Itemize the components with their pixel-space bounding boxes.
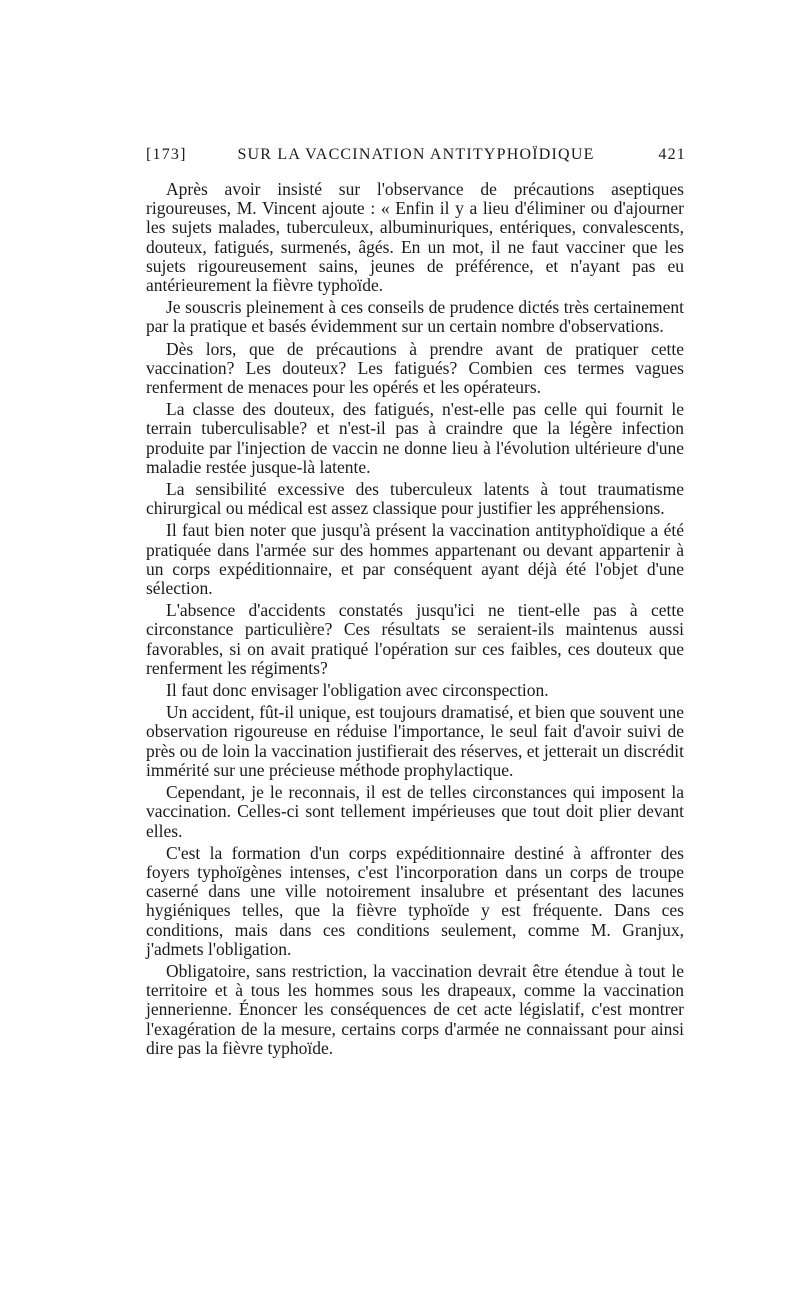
paragraph: C'est la formation d'un corps expéditionnaire destiné à affronter des foyers typhoïgènes intenses, c'est l'incorporation dans un corps de troupe caserné dans une ville notoirement insalubre et présentant des lacunes hygiéniques telles, que la fièvre typhoïde y est fréquente. Dans ces conditions, mais dans ces conditions seulement, comme M. Granjux, j'admets l'obligation. [146,842,684,959]
paragraph: Après avoir insisté sur l'observance de précautions aseptiques rigoureuses, M. Vincent ajoute : « Enfin il y a lieu d'éliminer ou d'ajourner les sujets malades, tuberculeux, albuminuriques, entériques, convalescents, douteux, fatigués, surmenés, âgés. En un mot, il ne faut vacciner que les sujets rigoureusement sains, jeunes de préférence, et n'ayant pas eu antérieurement la fièvre typhoïde. [146,179,684,296]
running-title: SUR LA VACCINATION ANTITYPHOÏDIQUE [237,146,595,163]
page-number: 421 [658,146,686,163]
paragraph: Il faut bien noter que jusqu'à présent la vaccination antityphoïdique a été pratiquée dans l'armée sur des hommes appartenant ou devant appartenir à un corps expéditionnaire, et par conséquent ayant déjà été l'objet d'une sélection. [146,520,684,599]
body-text [146,180,684,1058]
running-head [146,146,686,170]
paragraph: Dès lors, que de précautions à prendre avant de pratiquer cette vaccination? Les douteux? Les fatigués? Combien ces termes vagues renferment de menaces pour les opérés et les opérateurs. [146,338,684,398]
paragraph: Un accident, fût-il unique, est toujours dramatisé, et bien que souvent une observation rigoureuse en réduise l'importance, le seul fait d'avoir suivi de près ou de loin la vaccination justifierait des réserves, et jetterait un discrédit immérité sur une précieuse méthode prophylactique. [146,702,684,780]
paragraph: Obligatoire, sans restriction, la vaccination devrait être étendue à tout le territoire et à tous les hommes sous les drapeaux, comme la vaccination jennerienne. Énoncer les conséquences de cet acte législatif, c'est montrer l'exagération de la mesure, certains corps d'armée ne connaissant pour ainsi dire pas la fièvre typhoïde. [146,960,684,1058]
section-number: [173] [146,146,187,163]
paragraph: Je souscris pleinement à ces conseils de prudence dictés très certainement par la pratique et basés évidemment sur un certain nombre d'observations. [146,297,684,337]
paragraph: Il faut donc envisager l'obligation avec circonspection. [166,680,549,701]
paragraph: Cependant, je le reconnais, il est de telles circonstances qui imposent la vaccination. Celles-ci sont tellement impérieuses que tout doit plier devant elles. [146,782,684,841]
paragraph: L'absence d'accidents constatés jusqu'ici ne tient-elle pas à cette circonstance particulière? Ces résultats se seraient-ils maintenus aussi favorables, si on avait pratiqué l'opération sur ces faibles, ces douteux que renferment les régiments? [146,600,684,678]
paragraph: La classe des douteux, des fatigués, n'est-elle pas celle qui fournit le terrain tuberculisable? et n'est-il pas à craindre que la légère infection produite par l'injection de vaccin ne donne lieu à l'évolution ultérieure d'une maladie restée jusque-là latente. [146,399,684,477]
paragraph: La sensibilité excessive des tuberculeux latents à tout traumatisme chirurgical ou médical est assez classique pour justifier les appréhensions. [146,479,684,519]
